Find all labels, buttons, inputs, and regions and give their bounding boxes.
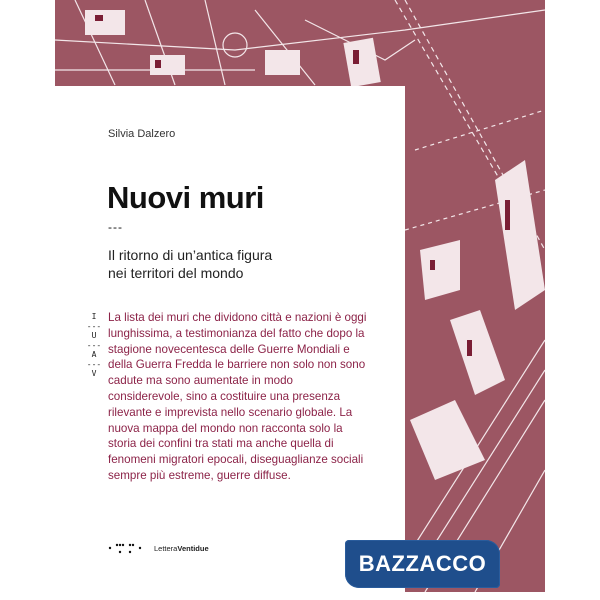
publisher-dots-icon bbox=[108, 542, 148, 554]
series-letter: U bbox=[91, 331, 97, 340]
series-dash: --- bbox=[86, 321, 102, 331]
publisher-name-bold: Ventidue bbox=[177, 543, 209, 553]
series-letter: V bbox=[91, 369, 97, 378]
title-separator: --- bbox=[108, 220, 123, 234]
blurb-text: La lista dei muri che dividono città e nazioni è oggi lunghissima, a testimonianza del fatto che dopo la stagione novecentesca delle Guerre Mondiali e della Guerra Fredda le barriere non solo non sono cadute ma sono aumentate in modo considerevole, sino a costituire una presenza rilevante e imprevista nello scenario globale. La nuova mappa del mondo non racconta solo la storia dei confini tra stati ma anche quella di fenomeni migratori epocali, diseguaglianze sociali sempre più estreme, guerre diffuse. bbox=[108, 311, 367, 482]
book-subtitle bbox=[108, 246, 328, 282]
author-name: Silvia Dalzero bbox=[108, 128, 176, 140]
blurb-container bbox=[108, 310, 370, 484]
publisher-name bbox=[154, 544, 209, 553]
subtitle-line: nei territori del mondo bbox=[108, 265, 244, 281]
publisher-prefix: Lettera bbox=[154, 543, 178, 553]
series-dash: --- bbox=[86, 340, 102, 350]
iuav-series-mark bbox=[86, 312, 102, 379]
series-dash: --- bbox=[86, 359, 102, 369]
bookseller-badge: BAZZACCO bbox=[345, 540, 500, 588]
series-letter: A bbox=[91, 350, 97, 359]
book-title: Nuovi muri bbox=[107, 180, 264, 215]
series-letter: I bbox=[91, 312, 97, 321]
subtitle-line: Il ritorno di un’antica figura bbox=[108, 247, 273, 263]
publisher-logo bbox=[108, 542, 209, 554]
